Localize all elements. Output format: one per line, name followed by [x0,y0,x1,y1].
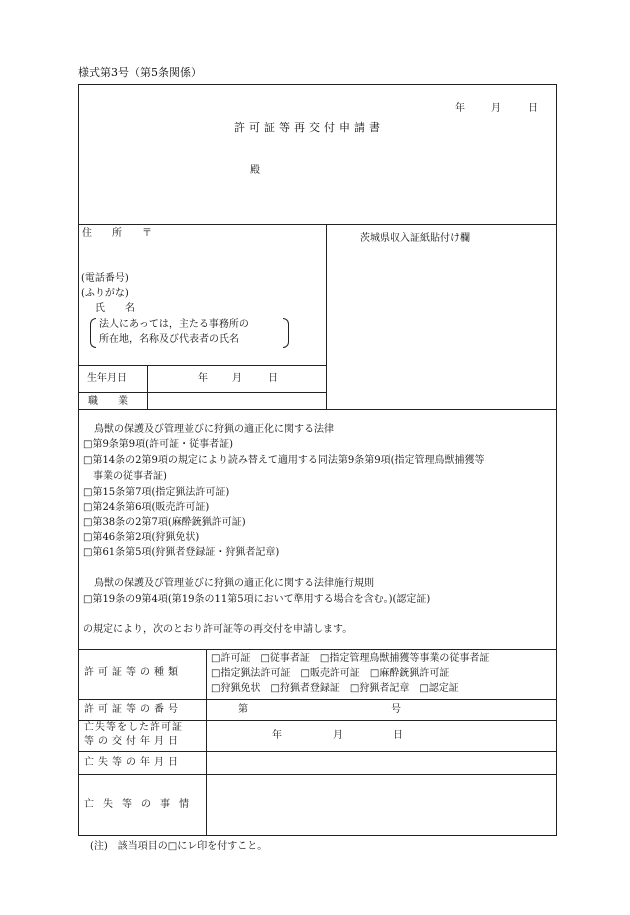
law-item: □第46条第2項(狩猟免状) [83,532,200,543]
postal-mark: 〒 [142,228,152,239]
permit-number-prefix: 第 [238,704,248,715]
issue-date-label-line1: 亡失等をした許可証 [84,722,183,733]
birth-date-label: 生年月日 [87,373,127,384]
divider [78,409,557,410]
form-title: 許可証等再交付申請書 [234,121,384,134]
corp-note-line1: 法人にあっては，主たる事務所の [99,319,249,330]
permit-type-label: 許可証等の種類 [84,667,182,678]
divider [78,365,327,366]
issue-day-unit: 日 [393,730,403,741]
law-item-continued: 事業の従事者証) [83,471,167,482]
permit-type-options: □許可証 □従事者証 □指定管理鳥獣捕獲等事業の従事者証 [211,653,490,664]
law-item: □第24条第6項(販売許可証) [83,502,210,513]
rule-title: 鳥獣の保護及び管理並びに狩猟の適正化に関する法律施行規則 [94,578,374,589]
birth-day-unit: 日 [268,373,278,384]
date-month-unit: 月 [491,103,501,114]
permit-number-label: 許可証等の番号 [84,704,182,715]
permit-number-suffix: 号 [391,704,401,715]
divider [78,751,557,752]
divider [147,365,148,409]
divider [78,224,557,225]
law-item: □第9条第9項(許可証・従事者証) [83,439,233,450]
divider [78,392,327,393]
divider [78,649,557,650]
occupation-label: 職 業 [88,396,128,407]
issue-year-unit: 年 [272,730,282,741]
divider [78,774,557,775]
permit-type-options: □指定猟法許可証 □販売許可証 □麻酔銃猟許可証 [211,668,450,679]
footnote: (注) 該当項目の□にレ印を付すこと。 [90,841,268,852]
law-item: □第38条の2第7項(麻酔銃猟許可証) [83,517,246,528]
birth-year-unit: 年 [198,373,208,384]
addressee-suffix: 殿 [250,165,260,176]
form-number: 様式第3号（第5条関係） [78,66,202,79]
address-label: 住 所 [82,228,122,239]
loss-reason-label: 亡失等の事情 [84,799,198,810]
issue-date-label-line2: 等の交付年月日 [84,736,182,747]
law-item: □第15条第7項(指定猟法許可証) [83,487,230,498]
revenue-stamp-area: 茨城県収入証紙貼付け欄 [360,233,470,244]
date-year-unit: 年 [455,103,465,114]
phone-label: (電話番号) [81,273,129,284]
birth-month-unit: 月 [232,373,242,384]
corp-note-bracket [90,318,96,348]
corp-note-bracket [283,318,289,348]
corp-note-line2: 所在地，名称及び代表者の氏名 [99,334,239,345]
law-item: □第14条の2第9項の規定により読み替えて適用する同法第9条第9項(指定管理鳥獣捕獲等 [83,455,485,466]
date-day-unit: 日 [528,103,538,114]
issue-month-unit: 月 [333,730,343,741]
closing-statement: の規定により，次のとおり許可証等の再交付を申請します。 [83,624,353,635]
law-title: 鳥獣の保護及び管理並びに狩猟の適正化に関する法律 [94,424,334,435]
permit-type-options: □狩猟免状 □狩猟者登録証 □狩猟者記章 □認定証 [211,683,459,694]
law-item: □第61条第5項(狩猟者登録証・狩猟者記章) [83,547,280,558]
rule-item: □第19条の9第4項(第19条の11第5項において準用する場合を含む。)(認定証) [83,594,431,605]
furigana-label: (ふりがな) [81,288,129,299]
divider [206,649,207,836]
divider [78,720,557,721]
divider [78,699,557,700]
divider [326,224,327,409]
name-label: 氏 名 [95,303,135,314]
loss-date-label: 亡失等の年月日 [84,757,182,768]
